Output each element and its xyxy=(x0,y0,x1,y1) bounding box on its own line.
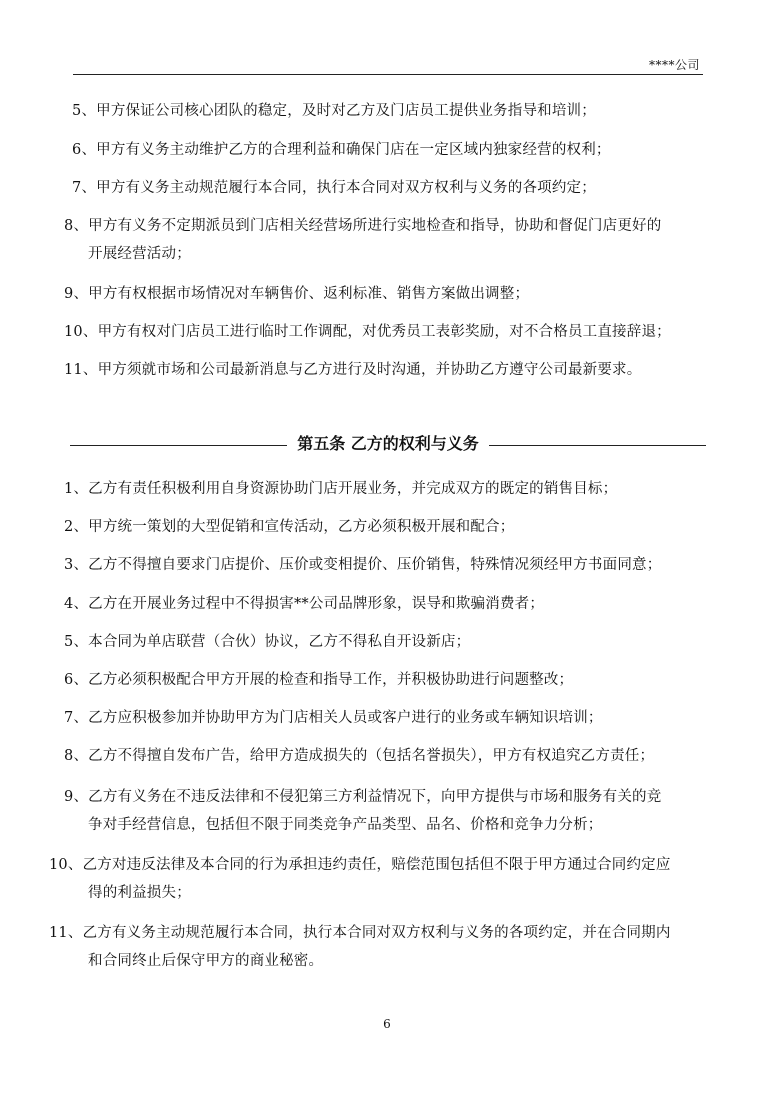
yi-duty-6 xyxy=(64,670,573,690)
item-number: 1 xyxy=(64,481,74,497)
item-number: 8 xyxy=(64,748,74,764)
jia-duty-8 xyxy=(64,216,661,236)
yi-duty-10 xyxy=(49,855,671,875)
item-number: 11 xyxy=(49,925,68,941)
item-text: 乙方不得擅自要求门店提价、压价或变相提价、压价销售，特殊情况须经甲方书面同意； xyxy=(88,557,662,573)
jia-duty-11 xyxy=(64,360,641,380)
item-text: 乙方不得擅自发布广告，给甲方造成损失的（包括名誉损失），甲方有权追究乙方责任； xyxy=(88,748,655,764)
item-number: 10 xyxy=(49,857,68,873)
item-separator: 、 xyxy=(81,142,97,158)
item-separator: 、 xyxy=(82,324,98,340)
item-text: 乙方应积极参加并协助甲方为门店相关人员或客户进行的业务或车辆知识培训； xyxy=(88,710,603,726)
page-number: 6 xyxy=(383,1017,391,1031)
header-company-name: ****公司 xyxy=(648,58,700,72)
item-text: 甲方保证公司核心团队的稳定，及时对乙方及门店员工提供业务指导和培训； xyxy=(96,103,596,119)
item-number: 5 xyxy=(64,634,74,650)
item-text: 甲方有义务主动规范履行本合同，执行本合同对双方权利与义务的各项约定； xyxy=(96,180,596,196)
item-separator: 、 xyxy=(67,857,83,873)
yi-duty-10-continuation: 得的利益损失； xyxy=(88,885,191,901)
item-separator: 、 xyxy=(73,286,89,302)
item-number: 7 xyxy=(64,710,74,726)
item-number: 4 xyxy=(64,596,74,612)
item-separator: 、 xyxy=(73,596,89,612)
item-text: 乙方有责任积极利用自身资源协助门店开展业务，并完成双方的既定的销售目标； xyxy=(88,481,618,497)
item-text: 乙方有义务在不违反法律和不侵犯第三方利益情况下，向甲方提供与市场和服务有关的竞 xyxy=(88,789,662,805)
item-text: 甲方有权根据市场情况对车辆售价、返利标准、销售方案做出调整； xyxy=(88,286,530,302)
item-number: 8 xyxy=(64,218,74,234)
item-text: 甲方有权对门店员工进行临时工作调配，对优秀员工表彰奖励，对不合格员工直接辞退； xyxy=(97,324,671,340)
yi-duty-9 xyxy=(64,787,661,807)
item-separator: 、 xyxy=(73,710,89,726)
item-separator: 、 xyxy=(73,789,89,805)
item-separator: 、 xyxy=(73,634,89,650)
item-text: 甲方有义务不定期派员到门店相关经营场所进行实地检查和指导，协助和督促门店更好的 xyxy=(88,218,662,234)
item-number: 6 xyxy=(64,672,74,688)
heading-rule-left xyxy=(70,445,287,446)
yi-duty-11-continuation: 和合同终止后保守甲方的商业秘密。 xyxy=(88,953,324,969)
section-5-heading xyxy=(70,433,706,455)
item-separator: 、 xyxy=(73,218,89,234)
item-number: 9 xyxy=(64,789,74,805)
jia-duty-10 xyxy=(64,322,671,342)
yi-duty-11 xyxy=(49,923,671,943)
item-number: 9 xyxy=(64,286,74,302)
yi-duty-2 xyxy=(64,517,514,537)
item-separator: 、 xyxy=(73,672,89,688)
jia-duty-7 xyxy=(72,178,596,198)
item-number: 6 xyxy=(72,142,82,158)
item-separator: 、 xyxy=(73,481,89,497)
yi-duty-9-continuation: 争对手经营信息，包括但不限于同类竞争产品类型、品名、价格和竞争力分析； xyxy=(88,817,603,833)
item-text: 本合同为单店联营（合伙）协议，乙方不得私自开设新店； xyxy=(88,634,471,650)
item-separator: 、 xyxy=(82,362,98,378)
item-number: 7 xyxy=(72,180,82,196)
item-number: 10 xyxy=(64,324,83,340)
item-separator: 、 xyxy=(73,748,89,764)
item-text: 甲方须就市场和公司最新消息与乙方进行及时沟通，并协助乙方遵守公司最新要求。 xyxy=(97,362,642,378)
item-number: 3 xyxy=(64,557,74,573)
yi-duty-1 xyxy=(64,479,617,499)
item-separator: 、 xyxy=(73,557,89,573)
header-divider xyxy=(73,74,703,75)
yi-duty-8 xyxy=(64,746,654,766)
section-5-title: 第五条 乙方的权利与义务 xyxy=(297,434,479,453)
yi-duty-3 xyxy=(64,555,661,575)
jia-duty-8-continuation: 开展经营活动； xyxy=(88,246,191,262)
item-separator: 、 xyxy=(67,925,83,941)
jia-duty-6 xyxy=(72,140,611,160)
item-number: 2 xyxy=(64,519,74,535)
item-separator: 、 xyxy=(81,103,97,119)
item-separator: 、 xyxy=(81,180,97,196)
item-number: 5 xyxy=(72,103,82,119)
item-text: 乙方必须积极配合甲方开展的检查和指导工作，并积极协助进行问题整改； xyxy=(88,672,574,688)
yi-duty-4 xyxy=(64,594,544,614)
item-text: 乙方在开展业务过程中不得损害**公司品牌形象，误导和欺骗消费者； xyxy=(88,596,545,612)
yi-duty-5 xyxy=(64,632,470,652)
item-text: 乙方对违反法律及本合同的行为承担违约责任，赔偿范围包括但不限于甲方通过合同约定应 xyxy=(82,857,671,873)
jia-duty-5 xyxy=(72,101,596,121)
item-text: 甲方有义务主动维护乙方的合理利益和确保门店在一定区域内独家经营的权利； xyxy=(96,142,611,158)
heading-rule-right xyxy=(489,445,706,446)
item-text: 甲方统一策划的大型促销和宣传活动，乙方必须积极开展和配合； xyxy=(88,519,515,535)
jia-duty-9 xyxy=(64,284,529,304)
item-number: 11 xyxy=(64,362,83,378)
yi-duty-7 xyxy=(64,708,603,728)
item-separator: 、 xyxy=(73,519,89,535)
item-text: 乙方有义务主动规范履行本合同，执行本合同对双方权利与义务的各项约定，并在合同期内 xyxy=(82,925,671,941)
